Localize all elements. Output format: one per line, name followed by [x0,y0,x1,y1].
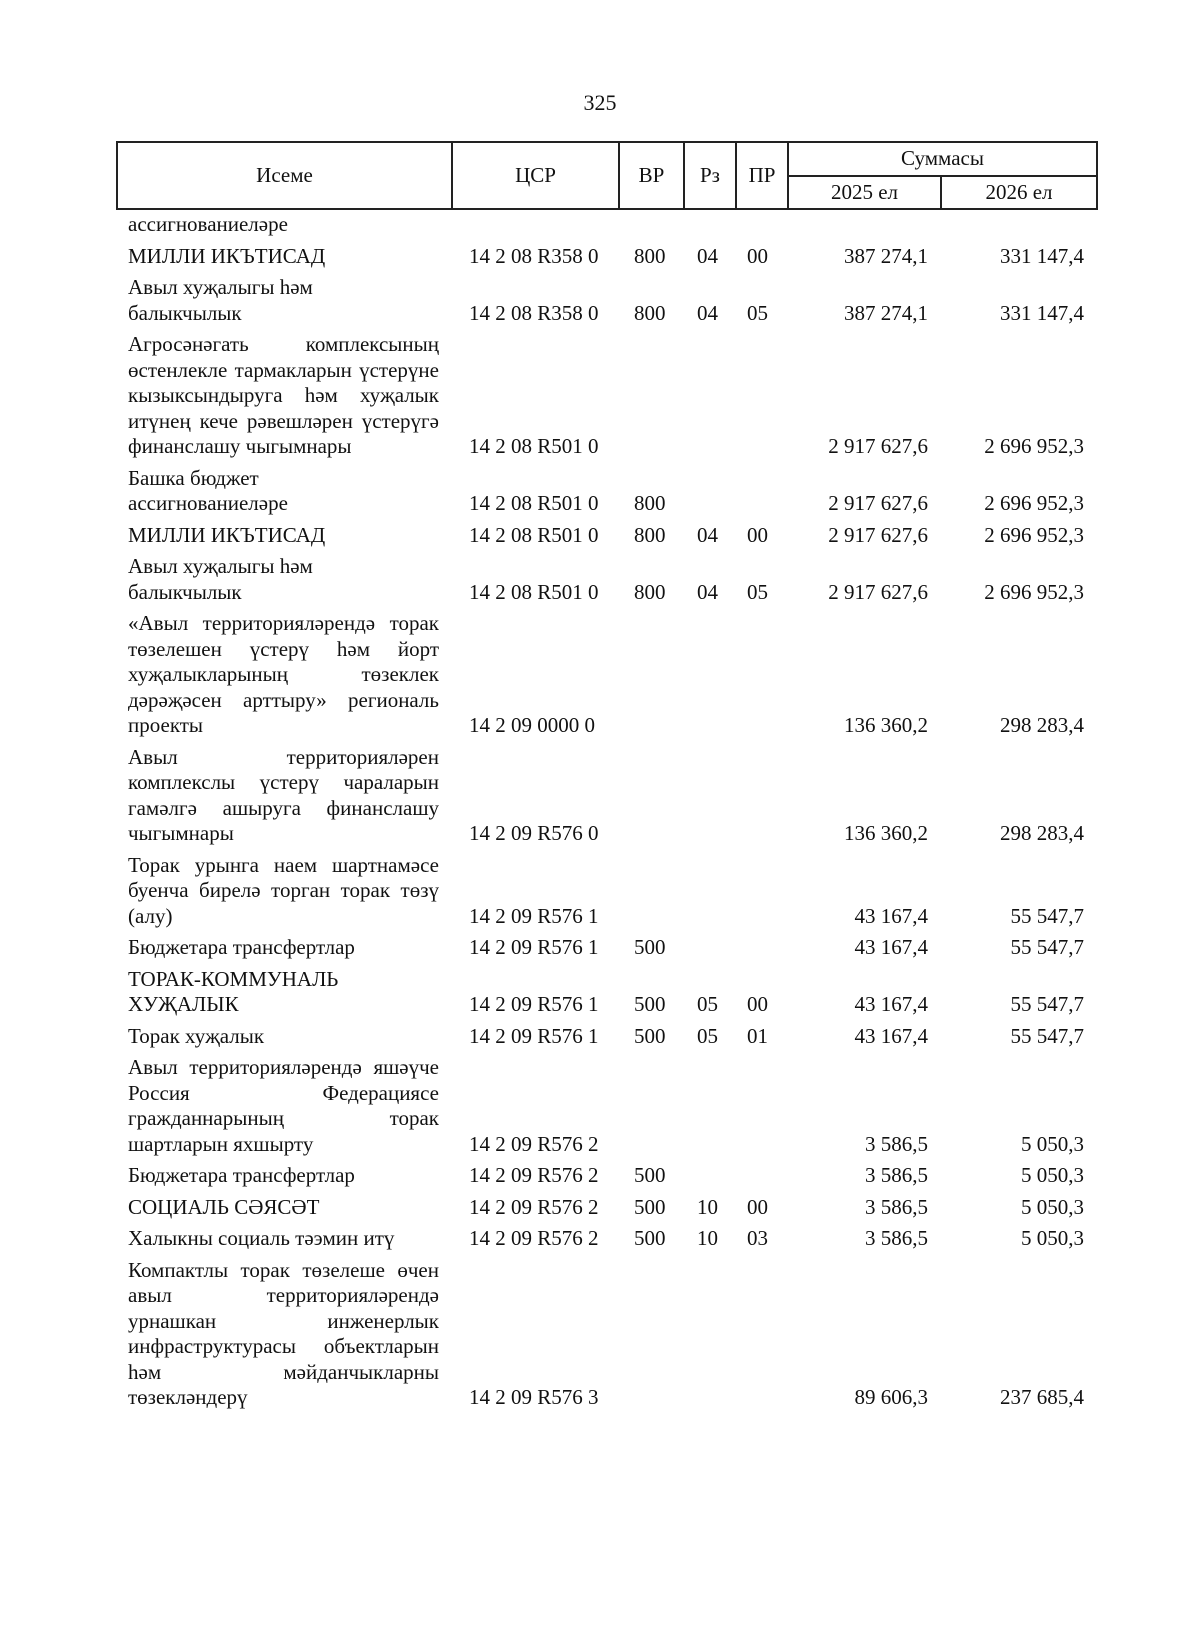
row-csr-code: 14 2 08 R501 0 [469,579,599,604]
row-sum-2025: 2 917 627,6 [828,522,928,547]
row-sum-2026: 2 696 952,3 [984,579,1084,604]
table-row [116,523,1096,555]
row-sum-2026: 298 283,4 [1000,821,1084,845]
row-csr-code: 14 2 08 R501 0 [469,491,599,515]
row-vr-code: 800 [634,300,666,325]
row-rz-code: 04 [697,579,718,604]
row-csr-code: 14 2 08 R501 0 [469,434,599,458]
row-rz-code: 05 [697,992,718,1016]
row-sum-2025: 136 360,2 [844,713,928,737]
row-name: Торак хуҗалык [128,1023,265,1048]
row-rz-code [683,1055,735,1163]
row-pr-code: 05 [747,300,768,325]
table-row [116,1226,1096,1258]
row-sum-2025: 2 917 627,6 [828,434,928,458]
row-name: Авыл хуҗалыгы һәм балыкчылык [128,275,313,325]
row-sum-2026: 55 547,7 [1010,935,1084,959]
column-header-name: Исеме [117,142,452,209]
row-sum-2026: 5 050,3 [1021,1131,1084,1156]
row-pr-code: 00 [747,243,768,268]
row-sum-2025: 387 274,1 [844,300,928,325]
table-row [116,967,1096,1024]
row-sum-2025: 2 917 627,6 [828,491,928,515]
row-name: Бюджетара трансфертлар [128,935,355,959]
row-rz-code [683,212,735,244]
table-row [116,466,1096,523]
table-row [116,1195,1096,1227]
row-vr-code [618,1055,683,1163]
row-vr-code [618,745,683,853]
row-vr-code: 800 [634,243,666,268]
row-vr-code [618,212,683,244]
row-name: ТОРАК-КОММУНАЛЬ ХУҖАЛЫК [128,966,339,1016]
row-vr-code: 800 [634,522,666,547]
row-sum-2025: 3 586,5 [865,1226,928,1250]
row-sum-2026: 5 050,3 [1021,1194,1084,1219]
row-csr-code: 14 2 09 R576 3 [469,1385,599,1409]
budget-table [116,212,1096,1417]
row-name: МИЛЛИ ИКЪТИСАД [128,243,326,268]
row-csr-code: 14 2 08 R358 0 [469,300,599,325]
row-vr-code [618,611,683,745]
row-pr-code [735,212,787,244]
row-pr-code [735,935,787,967]
column-header-year-2026: 2026 ел [941,176,1097,209]
column-header-year-2025: 2025 ел [788,176,941,209]
row-vr-code: 500 [634,992,666,1016]
column-header-csr: ЦСР [452,142,619,209]
row-rz-code: 05 [697,1023,718,1048]
row-sum-2025: 43 167,4 [854,903,928,928]
row-vr-code: 500 [634,1023,666,1048]
row-sum-2026: 237 685,4 [1000,1385,1084,1409]
row-sum-2025: 3 586,5 [865,1194,928,1219]
table-row [116,212,1096,244]
row-sum-2025: 3 586,5 [865,1131,928,1156]
row-sum-2026: 55 547,7 [1010,1023,1084,1048]
row-pr-code: 01 [747,1023,768,1048]
row-sum-2026: 298 283,4 [1000,713,1084,737]
table-row [116,745,1096,853]
row-vr-code [618,1258,683,1417]
row-name: Бюджетара трансфертлар [128,1163,355,1187]
row-sum-2026: 2 696 952,3 [984,522,1084,547]
row-name: Авыл территорияләрендә яшәүче Россия Федерациясе гражданнарының торак шартларын яхшырту [128,1055,439,1156]
row-sum-2025: 2 917 627,6 [828,579,928,604]
row-name: МИЛЛИ ИКЪТИСАД [128,522,326,547]
row-pr-code: 03 [747,1226,768,1250]
row-rz-code: 04 [697,243,718,268]
row-rz-code [683,745,735,853]
row-pr-code [735,853,787,936]
table-row [116,275,1096,332]
row-sum-2026: 2 696 952,3 [984,434,1084,458]
row-sum-2026: 5 050,3 [1021,1163,1084,1187]
row-pr-code [735,1258,787,1417]
row-name: Башка бюджет ассигнованиеләре [128,465,288,515]
table-header [116,141,1098,210]
page-number: 325 [583,90,617,115]
column-header-sums: Суммасы [788,142,1097,176]
row-csr-code: 14 2 09 R576 1 [469,992,599,1016]
row-pr-code [735,1055,787,1163]
column-header-pr: ПР [736,142,788,209]
row-rz-code: 04 [697,522,718,547]
table-row [116,935,1096,967]
table-row [116,1024,1096,1056]
row-csr-code: 14 2 09 R576 2 [469,1194,599,1219]
row-rz-code: 10 [697,1226,718,1250]
row-pr-code [735,745,787,853]
row-rz-code [683,611,735,745]
row-csr-code: 14 2 09 R576 2 [469,1226,599,1250]
row-csr-code: 14 2 09 R576 2 [469,1163,599,1187]
row-rz-code [683,935,735,967]
row-sum-2025: 43 167,4 [854,992,928,1016]
row-name: «Авыл территорияләрендә торак төзелешен үстерү һәм йорт хуҗалыкларының төзеклек дәрәҗәсен арттыру» региональ проекты [128,611,439,737]
table-row [116,1055,1096,1163]
row-rz-code: 04 [697,300,718,325]
row-pr-code [735,611,787,745]
row-sum-2025 [787,212,940,244]
row-vr-code: 500 [634,1163,666,1187]
table-row [116,1163,1096,1195]
row-name: СОЦИАЛЬ СӘЯСӘТ [128,1194,320,1219]
row-rz-code [683,466,735,523]
row-csr-code: 14 2 09 R576 1 [469,903,599,928]
row-rz-code [683,853,735,936]
row-csr-code: 14 2 08 R358 0 [469,243,599,268]
table-row [116,554,1096,611]
row-csr-code: 14 2 08 R501 0 [469,522,599,547]
column-header-vr: ВР [619,142,684,209]
row-sum-2025: 387 274,1 [844,243,928,268]
row-vr-code: 500 [634,935,666,959]
column-header-rz: Рз [684,142,736,209]
row-csr-code: 14 2 09 0000 0 [469,713,595,737]
row-vr-code: 800 [634,579,666,604]
row-csr-code: 14 2 09 R576 1 [469,1023,599,1048]
row-vr-code: 800 [634,491,666,515]
row-rz-code [683,332,735,466]
table-row [116,244,1096,276]
row-sum-2026: 2 696 952,3 [984,491,1084,515]
row-name: Авыл хуҗалыгы һәм балыкчылык [128,554,313,604]
row-sum-2026: 55 547,7 [1010,903,1084,928]
row-sum-2026 [940,212,1096,244]
row-rz-code [683,1163,735,1195]
row-name: Халыкны социаль тәэмин итү [128,1226,395,1250]
row-name: Торак урынга наем шартнамәсе буенча бирелә торган торак төзү (алу) [128,852,439,928]
row-name: Агросәнәгать комплексының өстенлекле тармакларын үстерүне кызыксындыруга һәм хуҗалык итүнең кече рәвешләрен үстерүгә финанслашу чыгымнары [128,332,439,458]
table-row [116,611,1096,745]
row-sum-2026: 331 147,4 [1000,300,1084,325]
row-rz-code [683,1258,735,1417]
row-sum-2026: 5 050,3 [1021,1226,1084,1250]
row-name: Авыл территорияләрен комплекслы үстерү чараларын гамәлгә ашыруга финанслашу чыгымнары [128,744,439,845]
row-sum-2025: 89 606,3 [854,1385,928,1409]
row-sum-2026: 331 147,4 [1000,243,1084,268]
row-vr-code: 500 [634,1226,666,1250]
row-pr-code [735,332,787,466]
table-body [116,212,1096,1417]
row-csr-code: 14 2 09 R576 0 [469,821,599,845]
table-row [116,1258,1096,1417]
row-sum-2025: 43 167,4 [854,1023,928,1048]
table-row [116,853,1096,936]
row-name: Компактлы торак төзелеше өчен авыл территорияләрендә урнашкан инженерлык инфраструктурасы объектларын һәм мәйданчыкларны төзекләндерү [128,1257,439,1409]
row-sum-2025: 3 586,5 [865,1163,928,1187]
row-pr-code: 00 [747,992,768,1016]
row-vr-code [618,332,683,466]
table-row [116,332,1096,466]
row-csr-code: 14 2 09 R576 1 [469,935,599,959]
row-sum-2026: 55 547,7 [1010,992,1084,1016]
row-sum-2025: 43 167,4 [854,935,928,959]
row-pr-code: 05 [747,579,768,604]
row-csr-code [451,212,618,244]
row-vr-code: 500 [634,1194,666,1219]
row-vr-code [618,853,683,936]
row-pr-code [735,1163,787,1195]
row-name: ассигнованиеләре [128,212,288,236]
row-csr-code: 14 2 09 R576 2 [469,1131,599,1156]
row-pr-code: 00 [747,522,768,547]
row-pr-code: 00 [747,1194,768,1219]
row-rz-code: 10 [697,1194,718,1219]
row-sum-2025: 136 360,2 [844,821,928,845]
row-pr-code [735,466,787,523]
